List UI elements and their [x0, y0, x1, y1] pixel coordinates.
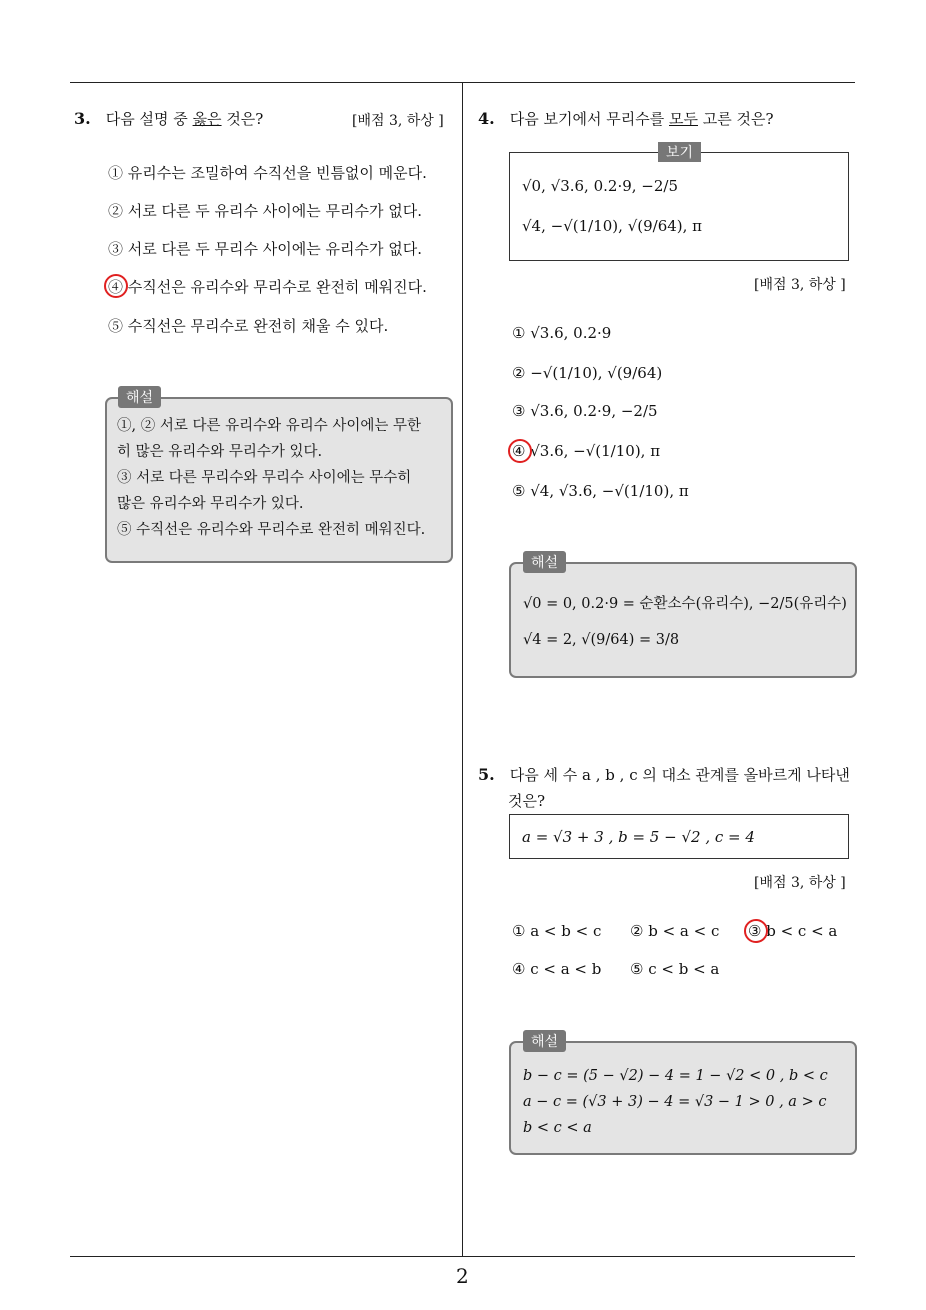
- question-3-score: [배점 3, 하상 ]: [352, 113, 444, 129]
- q5-option-5[interactable]: ⑤ c < b < a: [630, 960, 720, 978]
- q5-option-4[interactable]: ④ c < a < b: [512, 960, 602, 978]
- explanation-line: 많은 유리수와 무리수가 있다.: [117, 496, 304, 512]
- question-text-line2: 것은?: [508, 792, 546, 810]
- explanation-line: b < c < a: [523, 1120, 592, 1136]
- question-text: 다음 보기에서 무리수를 모두 고른 것은?: [509, 110, 774, 128]
- q5-given-box: [509, 814, 849, 859]
- q4-bogi-label: 보기: [658, 142, 701, 162]
- explanation-line: b − c = (5 − √2) − 4 = 1 − √2 < 0 , b < c: [523, 1068, 828, 1084]
- q3-option-3[interactable]: ③ 서로 다른 두 무리수 사이에는 유리수가 없다.: [108, 240, 422, 258]
- explanation-line: ③ 서로 다른 무리수와 무리수 사이에는 무수히: [117, 470, 412, 486]
- q4-explanation-label: 해설: [523, 551, 566, 573]
- q4-bogi-box: [509, 152, 849, 261]
- q4-option-3[interactable]: ③ √3.6, 0.2·9, −2/5: [512, 402, 658, 420]
- question-4-score: [배점 3, 하상 ]: [754, 277, 846, 293]
- q4-option-2[interactable]: ② −√(1/10), √(9/64): [512, 364, 663, 382]
- explanation-line: a − c = (√3 + 3) − 4 = √3 − 1 > 0 , a > c: [523, 1094, 827, 1110]
- explanation-line: ①, ② 서로 다른 유리수와 유리수 사이에는 무한: [117, 418, 421, 434]
- column-divider: [462, 82, 463, 1256]
- answer-circle-mark: [744, 919, 768, 943]
- q3-option-1[interactable]: ① 유리수는 조밀하여 수직선을 빈틈없이 메운다.: [108, 164, 427, 182]
- q5-option-1[interactable]: ① a < b < c: [512, 922, 602, 940]
- bogi-line-2: √4, −√(1/10), √(9/64), π: [522, 217, 703, 235]
- question-number: 5.: [478, 765, 495, 784]
- q5-explanation-box: [509, 1041, 857, 1155]
- answer-circle-mark: [104, 274, 128, 298]
- explanation-line: ⑤ 수직선은 유리수와 무리수로 완전히 메워진다.: [117, 522, 426, 538]
- question-5: [478, 764, 858, 785]
- question-number: 4.: [478, 109, 495, 128]
- question-text: 다음 설명 중 옳은 것은?: [105, 110, 264, 128]
- q5-option-3[interactable]: ③ b < c < a: [748, 922, 838, 940]
- q5-explanation-label: 해설: [523, 1030, 566, 1052]
- page-number: 2: [456, 1264, 469, 1288]
- q3-option-2[interactable]: ② 서로 다른 두 유리수 사이에는 무리수가 없다.: [108, 202, 422, 220]
- given-expression: a = √3 + 3 , b = 5 − √2 , c = 4: [522, 828, 755, 846]
- question-number: 3.: [74, 109, 91, 128]
- q4-option-5[interactable]: ⑤ √4, √3.6, −√(1/10), π: [512, 482, 689, 500]
- q3-option-5[interactable]: ⑤ 수직선은 무리수로 완전히 채울 수 있다.: [108, 317, 389, 335]
- q4-explanation-box: [509, 562, 857, 678]
- bottom-rule: [70, 1256, 855, 1257]
- explanation-line: 히 많은 유리수와 무리수가 있다.: [117, 444, 323, 460]
- q4-option-1[interactable]: ① √3.6, 0.2·9: [512, 324, 612, 342]
- bogi-line-1: √0, √3.6, 0.2·9, −2/5: [522, 177, 678, 195]
- answer-circle-mark: [508, 439, 532, 463]
- q4-option-4[interactable]: ④ √3.6, −√(1/10), π: [512, 442, 661, 460]
- q3-option-4[interactable]: ④ 수직선은 유리수와 무리수로 완전히 메워진다.: [108, 278, 427, 296]
- question-5-score: [배점 3, 하상 ]: [754, 875, 846, 891]
- q5-option-2[interactable]: ② b < a < c: [630, 922, 720, 940]
- question-4: [478, 108, 858, 129]
- q3-explanation-label: 해설: [118, 386, 161, 408]
- question-text: 다음 세 수 a , b , c 의 대소 관계를 올바르게 나타낸: [509, 766, 850, 784]
- explanation-line: √0 = 0, 0.2·9 = 순환소수(유리수), −2/5(유리수): [523, 596, 847, 612]
- q3-explanation-box: [105, 397, 453, 563]
- explanation-line: √4 = 2, √(9/64) = 3/8: [523, 632, 680, 648]
